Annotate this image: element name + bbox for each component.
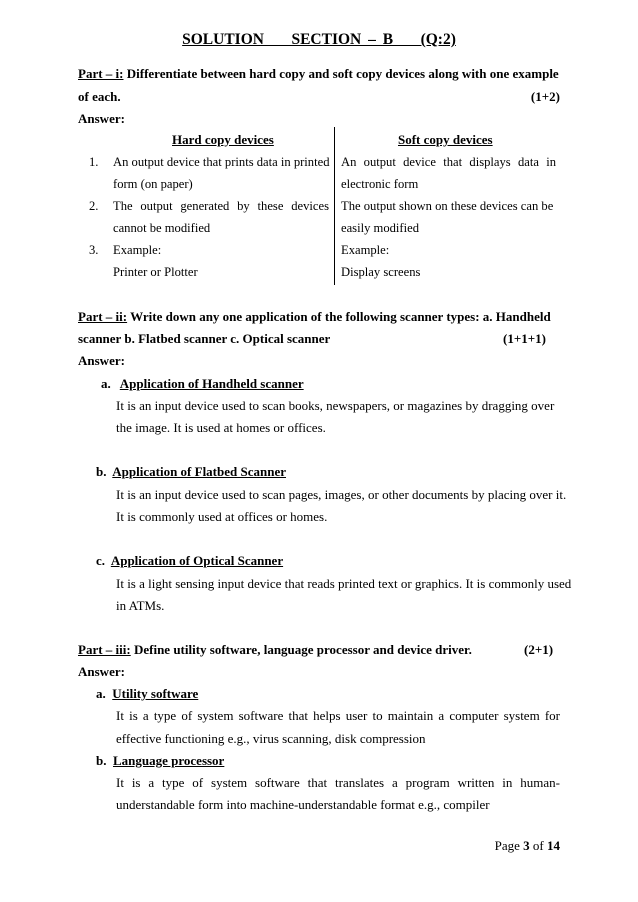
part2-item-b-heading (96, 464, 286, 480)
footer-page-number: 3 (523, 838, 530, 853)
table-row-2-hard-line2: cannot be modified (113, 221, 211, 235)
part3-answer-label: Answer: (78, 664, 125, 679)
part2-item-b-letter: b. (96, 464, 107, 479)
part2-item-c-line1: It is a light sensing input device that reads printed text or graphics. It is commonly used (116, 576, 572, 591)
table-row-3-num: 3. (89, 243, 99, 257)
table-row-3-hard-line2: Printer or Plotter (113, 265, 198, 279)
part2-item-a-line1: It is an input device used to scan books, newspapers, or magazines by dragging over (116, 398, 555, 413)
part3-marks: (2+1) (524, 642, 554, 657)
table-row-1-soft-line2: electronic form (341, 177, 419, 191)
table-header-hard: Hard copy devices (172, 132, 274, 147)
part1-question-line2: of each. (78, 89, 121, 104)
part3-item-a-letter: a. (96, 686, 106, 701)
part1-marks: (1+2) (530, 89, 560, 104)
table-row-3-hard-line1: Example: (113, 243, 162, 257)
part1-answer-label: Answer: (78, 111, 125, 126)
part2-item-c-line2: in ATMs. (116, 598, 165, 613)
part2-item-a-line2: the image. It is used at homes or offices. (116, 420, 326, 435)
part2-label: Part – ii: (78, 309, 128, 324)
table-header-soft: Soft copy devices (398, 132, 493, 147)
part2-question-line1 (78, 309, 551, 325)
part1-label: Part – i: (78, 66, 124, 81)
table-row-1-hard-line2: form (on paper) (113, 177, 193, 191)
part3-label: Part – iii: (78, 642, 131, 657)
page-number-footer (495, 838, 560, 854)
part2-question-text: Write down any one application of the following scanner types: a. Handheld (130, 309, 551, 324)
part2-item-c-letter: c. (96, 553, 106, 568)
table-row-2-num: 2. (89, 199, 99, 213)
table-column-divider (334, 127, 335, 285)
part2-item-a-heading (101, 376, 304, 392)
part2-marks: (1+1+1) (503, 331, 546, 346)
part2-item-c-heading (96, 553, 283, 569)
table-row-3-soft-line1: Example: (341, 243, 390, 257)
part1-question-text: Differentiate between hard copy and soft copy devices along with one example (126, 66, 559, 81)
part3-question-text: Define utility software, language processor and device driver. (133, 642, 472, 657)
part2-item-a-title: Application of Handheld scanner (119, 376, 304, 391)
part3-item-a-heading (96, 686, 198, 702)
part2-answer-label: Answer: (78, 353, 125, 368)
footer-total-pages: 14 (547, 838, 560, 853)
part3-item-b-letter: b. (96, 753, 107, 768)
table-row-1-num: 1. (89, 155, 99, 169)
part3-item-a-line1: It is a type of system software that helps user to maintain a computer system for (116, 708, 560, 723)
table-row-2-soft-line2: easily modified (341, 221, 419, 235)
part3-question (78, 642, 472, 658)
part2-item-a-letter: a. (101, 376, 111, 391)
table-row-3-soft-line2: Display screens (341, 265, 421, 279)
part2-item-c-title: Application of Optical Scanner (110, 553, 284, 568)
part3-item-b-line2: understandable form into machine-understandable format e.g., compiler (116, 797, 490, 812)
part2-item-b-title: Application of Flatbed Scanner (112, 464, 286, 479)
page-title: SOLUTION SECTION – B (Q:2) (182, 31, 456, 48)
footer-page-word: Page (494, 838, 520, 853)
part3-item-b-title: Language processor (112, 753, 225, 768)
table-row-2-soft-line1: The output shown on these devices can be (341, 199, 554, 213)
part2-item-b-line1: It is an input device used to scan pages, images, or other documents by placing over it. (116, 487, 567, 502)
part1-question-line1 (78, 66, 559, 82)
footer-of-word: of (532, 838, 544, 853)
part3-item-a-title: Utility software (112, 686, 199, 701)
part2-question-line2: scanner b. Flatbed scanner c. Optical scanner (78, 331, 331, 346)
table-row-2-hard-line1: The output generated by these devices (113, 199, 329, 213)
table-row-1-hard-line1: An output device that prints data in printed (113, 155, 330, 169)
part3-item-b-heading (96, 753, 224, 769)
part3-item-a-line2: effective functioning e.g., virus scanning, disk compression (116, 731, 426, 746)
part3-item-b-line1: It is a type of system software that translates a program written in human- (116, 775, 560, 790)
part2-item-b-line2: It is commonly used at offices or homes. (116, 509, 328, 524)
table-row-1-soft-line1: An output device that displays data in (341, 155, 556, 169)
